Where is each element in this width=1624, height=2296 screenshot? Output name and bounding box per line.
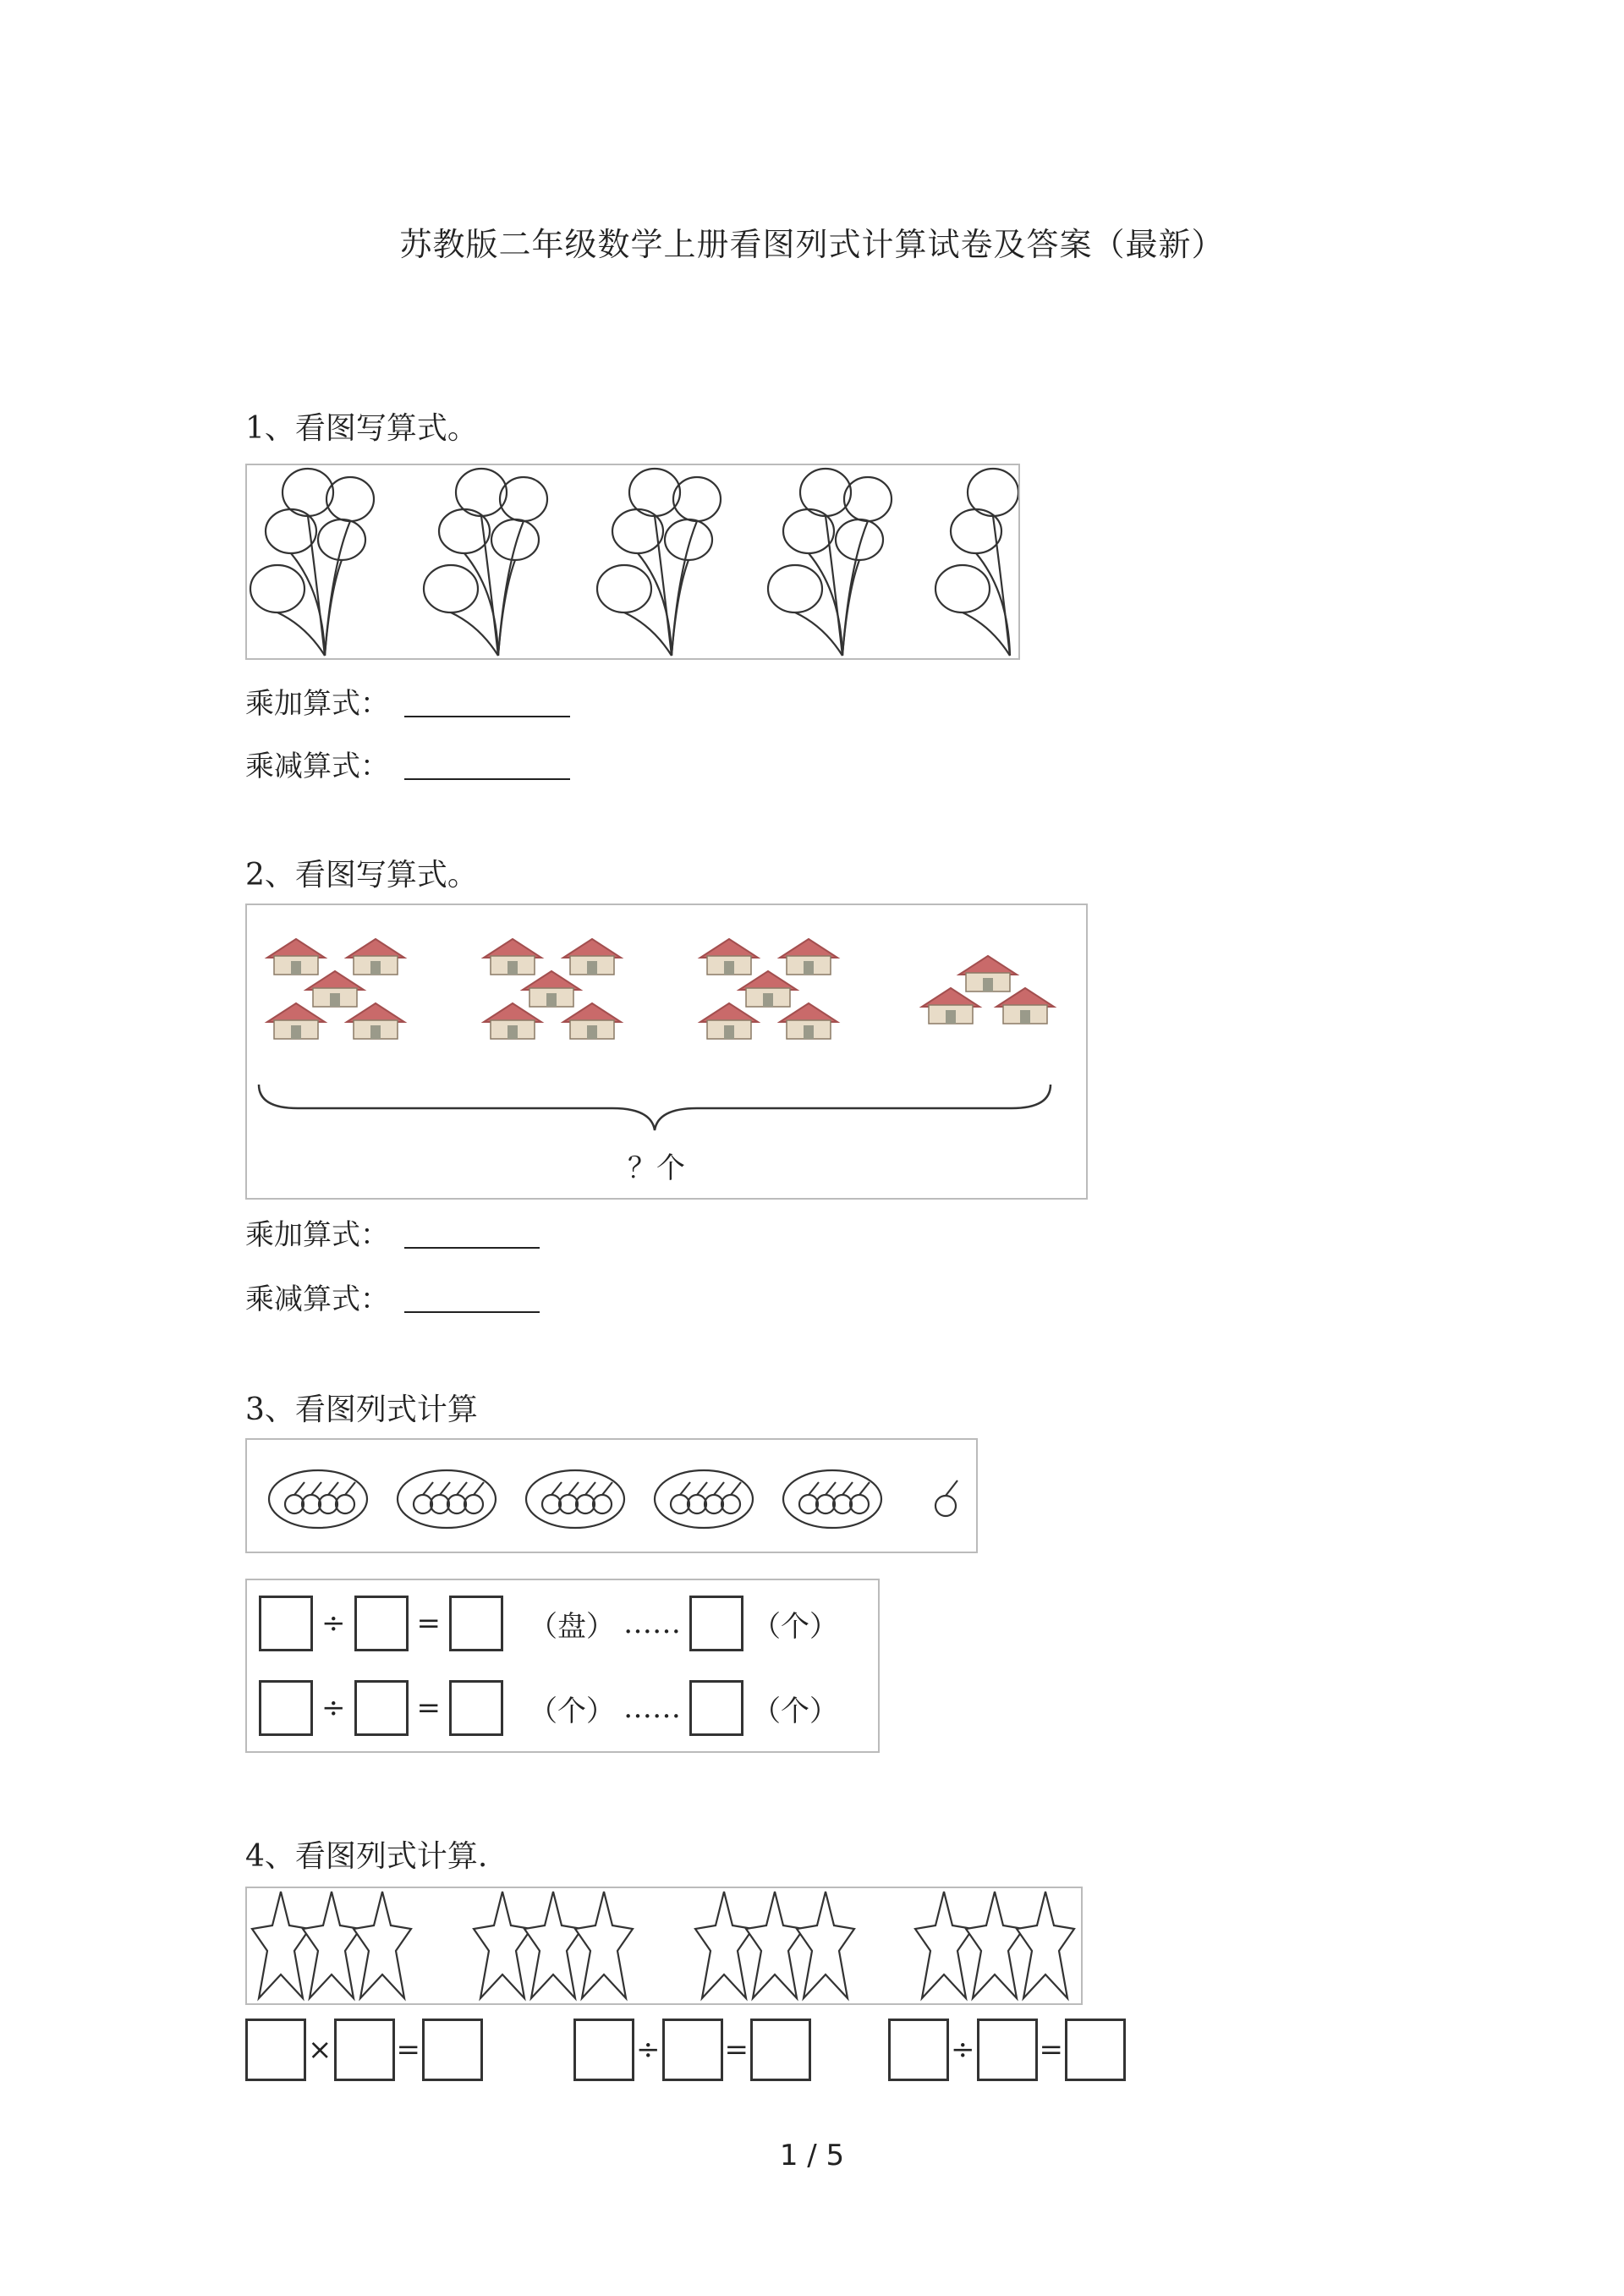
star-group-4 [915,1892,1074,1998]
house-group-2 [484,939,621,1039]
houses-illustration [247,905,1086,1198]
q4-eq2-box-b[interactable] [662,2019,723,2081]
page-number: 1 / 5 [779,2139,845,2172]
plate-5 [783,1470,881,1528]
q4-equation-2 [573,2019,811,2081]
q4-equations [245,2019,1159,2086]
balloon-bunch-5 [935,469,1018,656]
q1-answer-2-label: 乘减算式： [245,750,389,783]
dividend-box-2[interactable] [259,1680,313,1736]
question-4-label: 4、看图列式计算. [245,1839,488,1874]
q1-answer-1-blank[interactable] [404,716,570,717]
question-3-label: 3、看图列式计算 [245,1392,478,1427]
q4-eq1-box-b[interactable] [334,2019,395,2081]
equals-sign: = [416,1607,441,1640]
stars-figure [245,1887,1083,2005]
q4-eq1-box-c[interactable] [422,2019,483,2081]
divisor-box-1[interactable] [354,1596,409,1651]
plate-2 [398,1470,496,1528]
balloon-bunch-1 [250,469,374,656]
division-row-2 [259,1680,838,1736]
equals-sign: = [396,2033,420,2067]
unit-piece: （个） [752,1609,838,1644]
division-row-1 [259,1596,838,1651]
q4-eq3-box-a[interactable] [888,2019,949,2081]
multiply-sign: × [308,2033,332,2067]
single-cherry [935,1480,957,1516]
remainder-box-1[interactable] [689,1596,743,1651]
plate-4 [655,1470,753,1528]
q4-eq3-box-b[interactable] [977,2019,1038,2081]
remainder-dots: …… [623,1607,681,1640]
question-1-label: 1、看图写算式。 [245,411,478,446]
question-2-label: 2、看图写算式。 [245,858,478,893]
stars-illustration [247,1888,1081,2003]
star-group-1 [252,1892,411,1998]
star-group-3 [695,1892,854,1998]
q4-eq2-box-a[interactable] [573,2019,634,2081]
q4-eq3-box-c[interactable] [1065,2019,1126,2081]
q4-eq2-box-c[interactable] [750,2019,811,2081]
plate-1 [269,1470,367,1528]
divide-sign: ÷ [636,2033,661,2067]
q4-equation-1 [245,2019,483,2081]
house-group-4 [922,956,1054,1024]
brace-label: ？个 [628,1151,685,1185]
plates-figure [245,1438,978,1553]
q4-equation-3 [888,2019,1126,2081]
remainder-box-2[interactable] [689,1680,743,1736]
plates-illustration [247,1440,976,1552]
unit-piece: （个） [752,1694,838,1728]
q2-answer-1-label: 乘加算式： [245,1218,389,1252]
q2-answer-2-label: 乘减算式： [245,1283,389,1316]
plate-3 [526,1470,624,1528]
remainder-dots: …… [623,1691,681,1725]
q4-eq1-box-a[interactable] [245,2019,306,2081]
quotient-box-1[interactable] [449,1596,503,1651]
divide-sign: ÷ [321,1607,346,1640]
house-group-3 [700,939,837,1039]
balloon-bunch-3 [597,469,721,656]
division-equation-box [245,1579,880,1753]
unit-plate: （盘） [529,1609,615,1644]
house-group-1 [267,939,404,1039]
divide-sign: ÷ [951,2033,975,2067]
dividend-box-1[interactable] [259,1596,313,1651]
q1-answer-2-blank[interactable] [404,778,570,780]
q1-answer-1-label: 乘加算式： [245,687,389,721]
divide-sign: ÷ [321,1691,346,1725]
equals-sign: = [1039,2033,1063,2067]
equals-sign: = [724,2033,749,2067]
q2-answer-1-blank[interactable] [404,1247,540,1249]
divisor-box-2[interactable] [354,1680,409,1736]
q2-answer-2-blank[interactable] [404,1311,540,1313]
star-group-2 [474,1892,633,1998]
balloon-bunches-illustration [247,465,1018,658]
balloon-figure [245,464,1020,660]
equals-sign: = [416,1691,441,1725]
page-title: 苏教版二年级数学上册看图列式计算试卷及答案（最新） [399,226,1225,263]
curly-brace [259,1085,1051,1130]
houses-figure [245,904,1088,1200]
quotient-box-2[interactable] [449,1680,503,1736]
unit-piece: （个） [529,1694,615,1728]
balloon-bunch-4 [768,469,892,656]
balloon-bunch-2 [424,469,547,656]
